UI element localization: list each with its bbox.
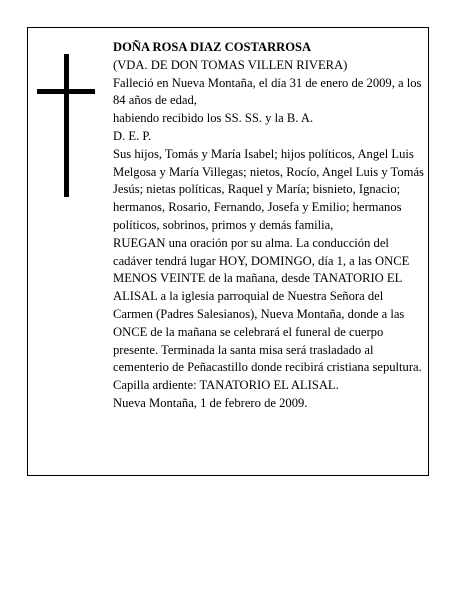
widow-of-line: (VDA. DE DON TOMAS VILLEN RIVERA)	[113, 57, 348, 72]
cross-icon	[37, 54, 95, 197]
cross-horizontal-bar	[37, 89, 95, 94]
death-info: Falleció en Nueva Montaña, el día 31 de enero de 2009, a los 84 años de edad,	[113, 75, 422, 108]
cross-vertical-bar	[64, 54, 69, 197]
request-paragraph: RUEGAN una oración por su alma. La conducción del cadáver tendrá lugar HOY, DOMINGO, día 1, a las ONCE MENOS VEINTE de la mañana, desde TANATORIO EL ALISAL a la iglesia parroquial de Nuestra Señora del Carmen (Padres Salesianos), Nueva Montaña, donde a las ONCE de la mañana se celebrará el funeral de cuerpo presente. Terminada la santa misa será trasladado al cementerio de Peñacastillo donde recibirá cristiana sepultura. Capilla ardiente: TANATORIO EL ALISAL.	[113, 235, 422, 393]
sacraments-line: habiendo recibido los SS. SS. y la B. A.	[113, 111, 314, 126]
date-line: Nueva Montaña, 1 de febrero de 2009.	[113, 395, 308, 410]
family-paragraph: Sus hijos, Tomás y María Isabel; hijos políticos, Angel Luis Melgosa y María Villegas; nietos, Rocío, Angel Luis y Tomás Jesús; nietas políticas, Raquel y María; bisnieto, Ignacio; hermanos, Rosario, Fernando, Josefa y Emilio; hermanos políticos, sobrinos, primos y demás familia,	[113, 146, 424, 232]
rip-line: D. E. P.	[113, 128, 152, 143]
notice-body	[113, 39, 425, 413]
deceased-name: DOÑA ROSA DIAZ COSTARROSA	[113, 40, 312, 54]
